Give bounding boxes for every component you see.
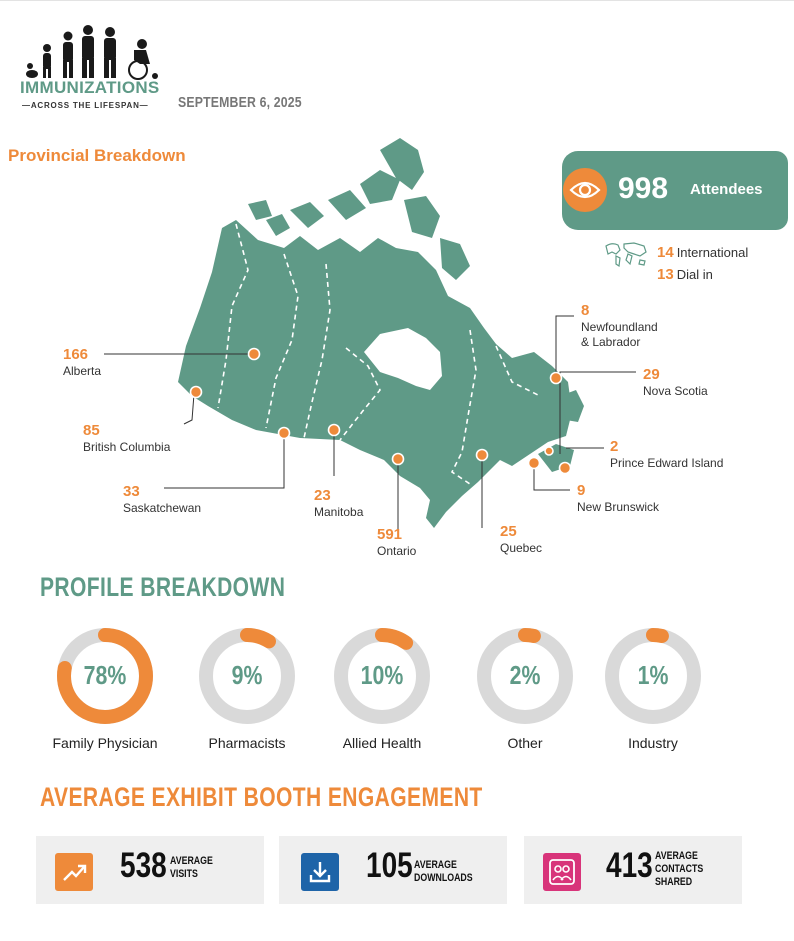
contacts-number: 413 bbox=[606, 846, 653, 885]
contacts-label-line2: CONTACTS bbox=[655, 863, 704, 875]
donut-percent: 1% bbox=[637, 660, 669, 690]
dial-in-stat bbox=[657, 266, 713, 283]
qc-name: Quebec bbox=[500, 541, 543, 555]
label-newfoundland bbox=[581, 302, 658, 350]
label-saskatchewan bbox=[123, 483, 201, 516]
alberta-name: Alberta bbox=[63, 364, 102, 378]
dot-newfoundland bbox=[551, 373, 562, 384]
dot-alberta bbox=[249, 349, 260, 360]
logo-title: IMMUNIZATIONS bbox=[20, 78, 160, 97]
pei-count: 2 bbox=[610, 438, 619, 455]
dot-british-columbia bbox=[191, 387, 202, 398]
label-ontario bbox=[377, 526, 416, 559]
eye-icon bbox=[563, 168, 607, 212]
visits-label-line2: VISITS bbox=[170, 868, 198, 880]
downloads-label-line2: DOWNLOADS bbox=[414, 872, 473, 884]
pei-name: Prince Edward Island bbox=[610, 456, 724, 470]
sk-name: Saskatchewan bbox=[123, 501, 202, 515]
visits-label-line1: AVERAGE bbox=[170, 855, 213, 867]
profile-title: PROFILE BREAKDOWN bbox=[40, 572, 286, 602]
on-count: 591 bbox=[377, 526, 403, 543]
world-map-icon bbox=[604, 240, 648, 268]
label-british-columbia bbox=[83, 422, 170, 455]
dial-in-label: Dial in bbox=[676, 267, 713, 282]
label-nova-scotia bbox=[643, 366, 708, 399]
contacts-icon bbox=[543, 853, 581, 891]
contacts-label-line3: SHARED bbox=[655, 876, 693, 888]
label-pei bbox=[610, 438, 723, 471]
bc-count: 85 bbox=[83, 422, 100, 439]
visits-number: 538 bbox=[120, 846, 167, 885]
nb-count: 9 bbox=[577, 482, 586, 499]
donut-label: Industry bbox=[628, 735, 678, 751]
label-quebec bbox=[500, 523, 542, 556]
donut-percent: 78% bbox=[83, 660, 127, 690]
logo bbox=[20, 22, 170, 114]
dot-quebec bbox=[477, 450, 488, 461]
logo-subtitle: —ACROSS THE LIFESPAN— bbox=[22, 101, 149, 110]
dot-pei bbox=[545, 447, 553, 455]
dot-new-brunswick bbox=[529, 458, 540, 469]
donut-percent: 9% bbox=[231, 660, 263, 690]
donut-label: Other bbox=[507, 735, 543, 751]
contacts-label bbox=[655, 850, 703, 889]
international-stat bbox=[657, 244, 748, 261]
donut-percent: 2% bbox=[509, 660, 541, 690]
donut-label: Allied Health bbox=[342, 735, 422, 751]
downloads-number: 105 bbox=[366, 846, 413, 885]
donut-label: Family Physician bbox=[52, 735, 158, 751]
downloads-label bbox=[414, 859, 473, 885]
ns-name: Nova Scotia bbox=[643, 384, 708, 398]
attendees-count: 998 bbox=[618, 172, 669, 205]
attendees-label: Attendees bbox=[690, 181, 763, 198]
bc-name: British Columbia bbox=[83, 440, 171, 454]
donut-percent: 10% bbox=[360, 660, 404, 690]
contacts-label-line1: AVERAGE bbox=[655, 850, 698, 862]
qc-count: 25 bbox=[500, 523, 517, 540]
lifespan-silhouettes-icon bbox=[20, 22, 170, 82]
provincial-title: Provincial Breakdown bbox=[8, 146, 186, 165]
sk-count: 33 bbox=[123, 483, 140, 500]
nb-name: New Brunswick bbox=[577, 500, 660, 514]
canada-mainland-shape bbox=[178, 220, 572, 528]
nl-name-line1: Newfoundland bbox=[581, 320, 658, 334]
dot-saskatchewan bbox=[279, 428, 290, 439]
international-count: 14 bbox=[657, 244, 674, 261]
dot-manitoba bbox=[329, 425, 340, 436]
label-manitoba bbox=[314, 487, 363, 520]
dot-nova-scotia bbox=[560, 463, 571, 474]
booth-title: AVERAGE EXHIBIT BOOTH ENGAGEMENT bbox=[40, 782, 483, 812]
event-date: SEPTEMBER 6, 2025 bbox=[178, 94, 302, 111]
mb-count: 23 bbox=[314, 487, 331, 504]
donut-label: Pharmacists bbox=[208, 735, 286, 751]
label-new-brunswick bbox=[577, 482, 659, 515]
international-label: International bbox=[676, 245, 749, 260]
nl-count: 8 bbox=[581, 302, 590, 319]
dial-in-count: 13 bbox=[657, 266, 674, 283]
trending-up-icon bbox=[55, 853, 93, 891]
label-alberta bbox=[63, 346, 101, 379]
download-icon bbox=[301, 853, 339, 891]
visits-label bbox=[170, 855, 213, 881]
dot-ontario bbox=[393, 454, 404, 465]
downloads-label-line1: AVERAGE bbox=[414, 859, 457, 871]
alberta-count: 166 bbox=[63, 346, 89, 363]
on-name: Ontario bbox=[377, 544, 417, 558]
top-rule bbox=[0, 0, 794, 4]
nl-name-line2: & Labrador bbox=[581, 335, 641, 349]
mb-name: Manitoba bbox=[314, 505, 364, 519]
ns-count: 29 bbox=[643, 366, 660, 383]
